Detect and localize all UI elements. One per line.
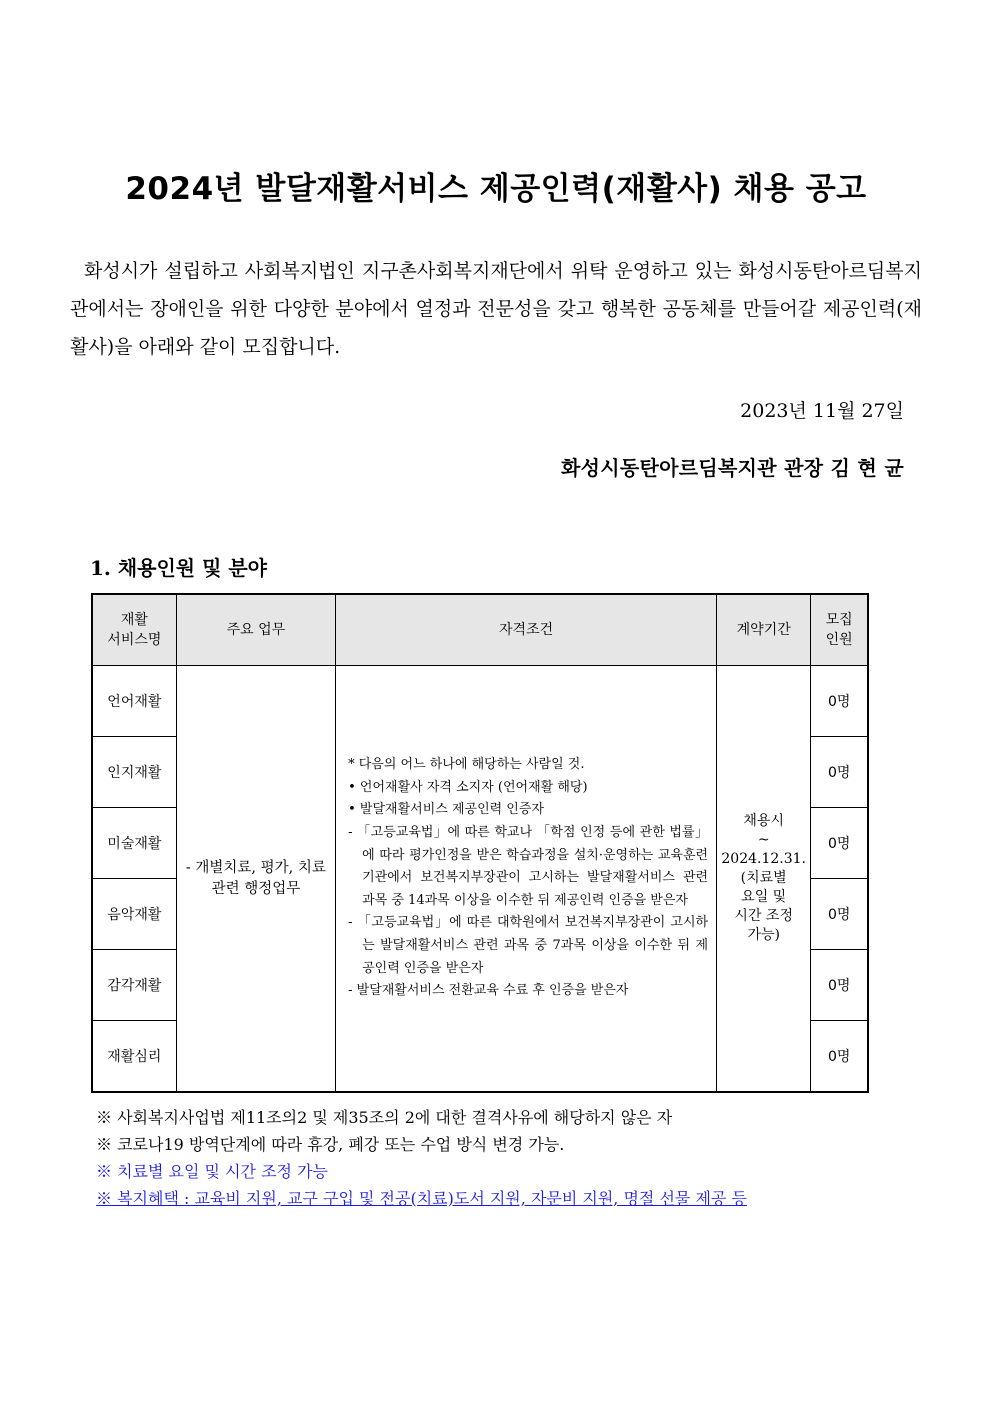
duty-cell: - 개별치료, 평가, 치료 관련 행정업무 bbox=[176, 666, 335, 1093]
service-name: 인지재활 bbox=[92, 737, 176, 808]
header-contract: 계약기간 bbox=[717, 594, 811, 666]
announcement-date: 2023년 11월 27일 bbox=[740, 400, 904, 422]
intro-text: 화성시가 설립하고 사회복지법인 지구촌사회복지재단에서 위탁 운영하고 있는 화성시동탄아르딤복지관에서는 장애인을 위한 다양한 분야에서 열정과 전문성을 갖고 행복한 공동체를 만들어갈 제공인력(재활사)을 아래와 같이 모집합니다. bbox=[70, 260, 922, 358]
note-covid: ※ 코로나19 방역단계에 따라 휴강, 폐강 또는 수업 방식 변경 가능. bbox=[96, 1135, 565, 1154]
header-qualification: 자격조건 bbox=[336, 594, 717, 666]
recruit-count: 0명 bbox=[811, 808, 868, 879]
qualification-line: - 「고등교육법」에 따른 학교나 「학점 인정 등에 관한 법률」에 따라 평가인정을 받은 학습과정을 설치·운영하는 교육훈련기관에서 보건복지부장관이 고시하는 발달재활서비스 관련 과목 중 14과목 이상을 이수한 뒤 제공인력 인증을 받은자 bbox=[348, 825, 709, 908]
service-name: 음악재활 bbox=[92, 879, 176, 950]
table-header-row bbox=[92, 594, 868, 666]
service-name: 감각재활 bbox=[92, 950, 176, 1021]
note-disqualification: ※ 사회복지사업법 제11조의2 및 제35조의 2에 대한 결격사유에 해당하지 않은 자 bbox=[96, 1108, 673, 1127]
note-benefits: ※ 복지혜택 : 교육비 지원, 교구 구입 및 전공(치료)도서 지원, 자문비 지원, 명절 선물 제공 등 bbox=[96, 1189, 747, 1208]
service-name: 언어재활 bbox=[92, 666, 176, 737]
qualification-line: * 다음의 어느 하나에 해당하는 사람일 것. bbox=[348, 757, 585, 773]
signer: 화성시동탄아르딤복지관 관장 김 현 균 bbox=[561, 456, 904, 480]
note-schedule: ※ 치료별 요일 및 시간 조정 가능 bbox=[96, 1162, 328, 1181]
qualification-line: - 발달재활서비스 전환교육 수료 후 인증을 받은자 bbox=[348, 983, 629, 999]
recruit-count: 0명 bbox=[811, 1021, 868, 1093]
header-service: 재활 서비스명 bbox=[92, 594, 176, 666]
table-row bbox=[92, 666, 868, 737]
recruit-count: 0명 bbox=[811, 879, 868, 950]
header-count: 모집 인원 bbox=[811, 594, 868, 666]
recruit-count: 0명 bbox=[811, 950, 868, 1021]
section-heading: 1. 채용인원 및 분야 bbox=[90, 556, 268, 580]
page-title: 2024년 발달재활서비스 제공인력(재활사) 채용 공고 bbox=[125, 171, 867, 207]
service-name: 재활심리 bbox=[92, 1021, 176, 1093]
recruitment-table bbox=[91, 593, 869, 1093]
service-name: 미술재활 bbox=[92, 808, 176, 879]
qualification-line: • 발달재활서비스 제공인력 인증자 bbox=[348, 802, 544, 818]
qualification-line: • 언어재활사 자격 소지자 (언어재활 해당) bbox=[348, 779, 588, 795]
notes-list bbox=[96, 1104, 747, 1212]
intro-paragraph bbox=[70, 252, 922, 366]
recruit-count: 0명 bbox=[811, 737, 868, 808]
recruit-count: 0명 bbox=[811, 666, 868, 737]
qualification-cell bbox=[336, 666, 717, 1093]
qualification-line: - 「고등교육법」에 따른 대학원에서 보건복지부장관이 고시하는 발달재활서비스 관련 과목 중 7과목 이상을 이수한 뒤 제공인력 인증을 받은자 bbox=[348, 915, 709, 976]
header-duty: 주요 업무 bbox=[176, 594, 335, 666]
contract-period-cell: 채용시 ~ 2024.12.31. (치료별 요일 및 시간 조정 가능) bbox=[717, 666, 811, 1093]
